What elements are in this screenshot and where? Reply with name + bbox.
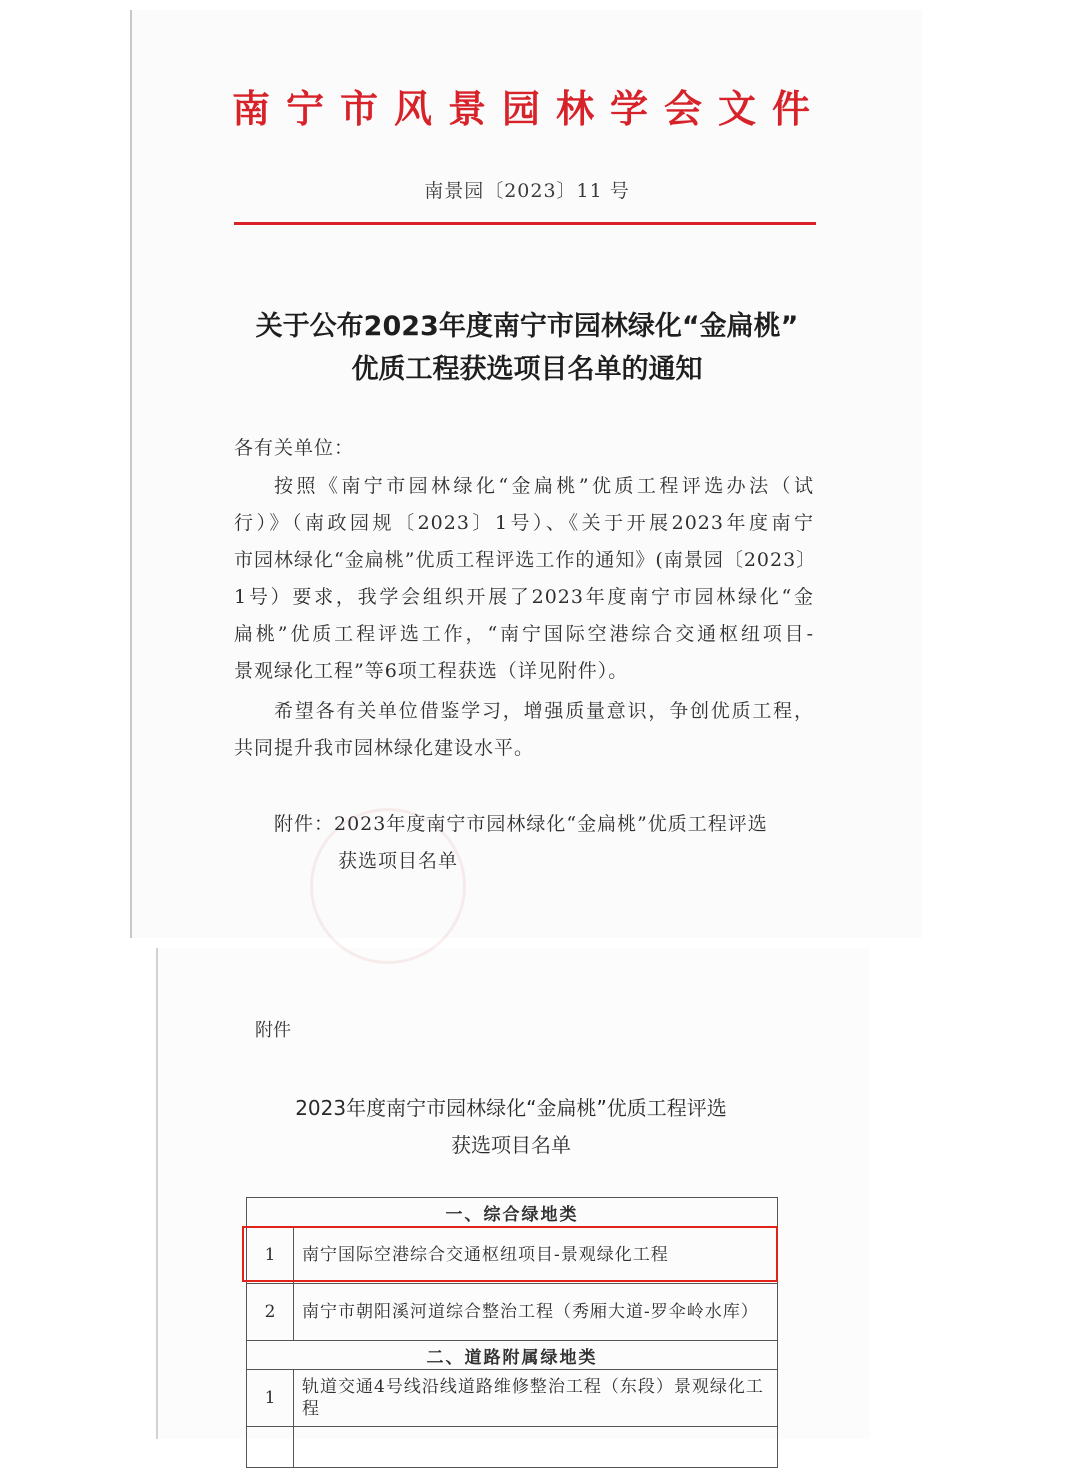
attachment-line: 附件：2023年度南宁市园林绿化“金扁桃”优质工程评选 bbox=[274, 813, 768, 835]
row-number: 1 bbox=[247, 1370, 294, 1426]
appendix-title-line: 获选项目名单 bbox=[451, 1133, 571, 1157]
table-row-partial bbox=[247, 1427, 777, 1468]
category-label: 一、综合绿地类 bbox=[445, 1204, 579, 1225]
body-line: 景观绿化工程”等6项工程获选（详见附件）。 bbox=[234, 660, 629, 682]
body-line: 市园林绿化“金扁桃”优质工程评选工作的通知》(南景园〔2023〕 bbox=[234, 549, 817, 571]
project-name-line: 程 bbox=[302, 1399, 320, 1419]
category-label: 二、道路附属绿地类 bbox=[426, 1347, 598, 1368]
project-name: 南宁市朝阳溪河道综合整治工程（秀厢大道-罗伞岭水库） bbox=[302, 1302, 759, 1322]
project-name: 南宁国际空港综合交通枢纽项目-景观绿化工程 bbox=[302, 1245, 669, 1265]
body-line: 共同提升我市园林绿化建设水平。 bbox=[234, 737, 535, 759]
body-line: 行）》（南政园规〔2023〕1号）、《关于开展2023年度南宁 bbox=[234, 512, 814, 534]
highlight-box bbox=[242, 1226, 778, 1282]
notice-title-line: 优质工程获选项目名单的通知 bbox=[351, 354, 703, 385]
category-row bbox=[247, 1341, 777, 1370]
category-row bbox=[247, 1198, 777, 1227]
body-line: 扁桃”优质工程评选工作，“南宁国际空港综合交通枢纽项目- bbox=[234, 623, 814, 645]
red-divider bbox=[234, 222, 816, 225]
table-row bbox=[247, 1284, 777, 1341]
row-number bbox=[247, 1427, 294, 1467]
row-number: 1 bbox=[247, 1227, 294, 1283]
notice-title-line: 关于公布2023年度南宁市园林绿化“金扁桃” bbox=[255, 311, 799, 342]
body-line: 希望各有关单位借鉴学习，增强质量意识，争创优质工程， bbox=[274, 700, 814, 722]
project-name bbox=[294, 1427, 777, 1467]
attachment-line: 获选项目名单 bbox=[338, 850, 459, 872]
row-number: 2 bbox=[247, 1284, 294, 1340]
project-name-line: 轨道交通4号线沿线道路维修整治工程（东段）景观绿化工 bbox=[302, 1377, 764, 1397]
org-file-title: 南宁市风景园林学会文件 bbox=[232, 86, 827, 131]
project-name bbox=[294, 1370, 777, 1426]
notice-title bbox=[232, 305, 822, 391]
attachment-note bbox=[274, 806, 819, 880]
body-paragraph-2 bbox=[234, 693, 814, 767]
appendix-title-line: 2023年度南宁市园林绿化“金扁桃”优质工程评选 bbox=[295, 1096, 727, 1120]
appendix-label: 附件 bbox=[255, 1020, 291, 1041]
body-paragraph-1 bbox=[234, 468, 817, 690]
body-line: 按照《南宁市园林绿化“金扁桃”优质工程评选办法（试 bbox=[274, 475, 814, 497]
salutation-text: 各有关单位： bbox=[234, 437, 355, 459]
salutation bbox=[234, 430, 814, 467]
table-row bbox=[247, 1370, 777, 1427]
body-line: 1号）要求，我学会组织开展了2023年度南宁市园林绿化“金 bbox=[234, 586, 814, 608]
doc-number: 南景园〔2023〕11 号 bbox=[424, 180, 630, 202]
appendix-title bbox=[246, 1090, 776, 1164]
